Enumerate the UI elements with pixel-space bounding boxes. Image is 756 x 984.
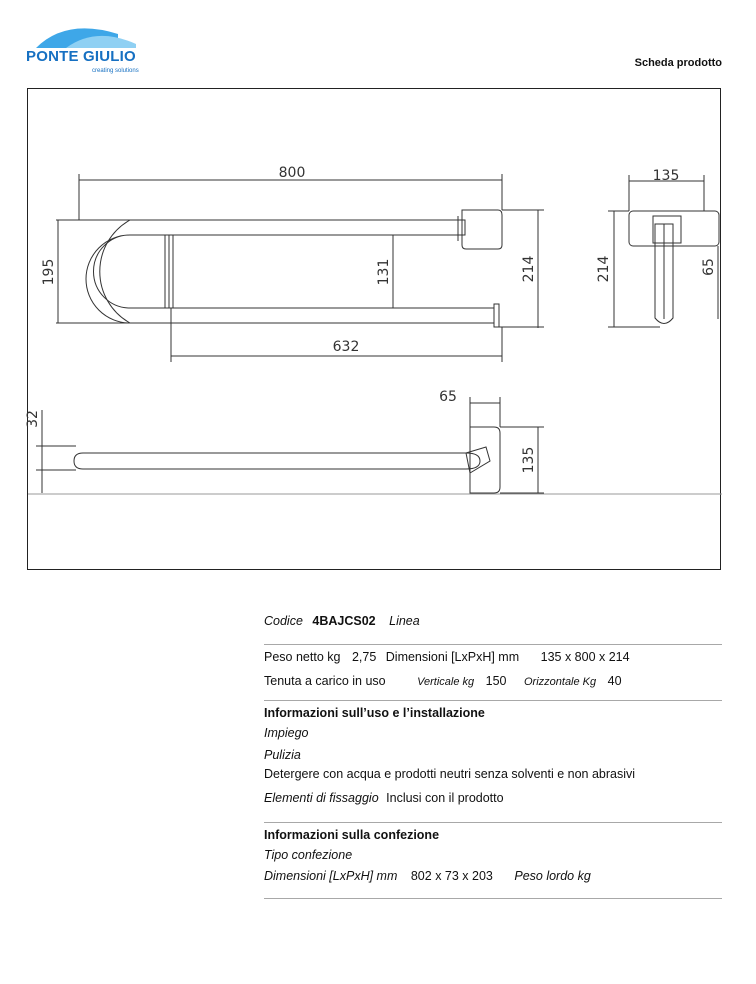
code-row: [264, 614, 420, 628]
product-drawing-svg: [25, 89, 722, 571]
document-type: Scheda prodotto: [634, 57, 722, 69]
dimensions-label: Dimensioni [LxPxH] mm: [385, 650, 520, 664]
cleaning-text: Detergere con acqua e prodotti neutri senza solventi e non abrasivi: [264, 767, 636, 781]
brand-name: PONTE GIULIO: [26, 48, 136, 65]
divider: [264, 644, 722, 645]
fixing-label: Elementi di fissaggio: [264, 791, 379, 805]
divider: [264, 898, 722, 899]
packaging-dim-value: 802 x 73 x 203: [410, 869, 493, 883]
packaging-dim-label: Dimensioni [LxPxH] mm: [264, 869, 398, 883]
dim-plan-height-label: 135: [521, 446, 537, 474]
packaging-dim-row: [264, 869, 591, 883]
use-label: Impiego: [264, 726, 309, 740]
brand-logo: [26, 22, 156, 78]
dim-height-right-label: 214: [521, 255, 537, 283]
vertical-value: 150: [485, 674, 507, 688]
gross-weight-label: Peso lordo kg: [514, 869, 591, 883]
vertical-label: Verticale kg: [417, 676, 475, 688]
technical-drawing: [27, 88, 721, 570]
horizontal-label: Orizzontale Kg: [523, 676, 597, 688]
dim-side-depth-label: 65: [701, 258, 717, 276]
code-label: Codice: [264, 614, 303, 628]
cleaning-label: Pulizia: [264, 748, 301, 762]
dim-plan-small-label: 32: [25, 410, 41, 428]
horizontal-value: 40: [607, 674, 622, 688]
dimensions-value: 135 x 800 x 214: [540, 650, 630, 664]
code-value: 4BAJCS02: [312, 614, 376, 628]
dim-length-label: 800: [278, 165, 306, 181]
dim-inner-label: 131: [376, 258, 392, 286]
load-label: Tenuta a carico in uso: [264, 674, 386, 688]
dim-top-side-label: 135: [652, 168, 680, 184]
brand-tagline: creating solutions: [92, 68, 139, 74]
dim-bottom-label: 632: [332, 339, 360, 355]
packaging-type-label: Tipo confezione: [264, 848, 353, 862]
load-row: [264, 674, 622, 688]
weight-value: 2,75: [351, 650, 377, 664]
line-label: Linea: [389, 614, 420, 628]
divider: [264, 700, 722, 701]
weight-row: [264, 650, 630, 664]
divider: [264, 822, 722, 823]
fixing-row: [264, 791, 504, 805]
fixing-value: Inclusi con il prodotto: [386, 791, 504, 805]
packaging-title: Informazioni sulla confezione: [264, 828, 440, 842]
dim-plan-wall-label: 65: [439, 389, 457, 405]
usage-title: Informazioni sull’uso e l’installazione: [264, 706, 485, 720]
dim-height-left-label: 195: [41, 258, 57, 286]
dim-side-height-label: 214: [596, 255, 612, 283]
weight-label: Peso netto kg: [264, 650, 341, 664]
